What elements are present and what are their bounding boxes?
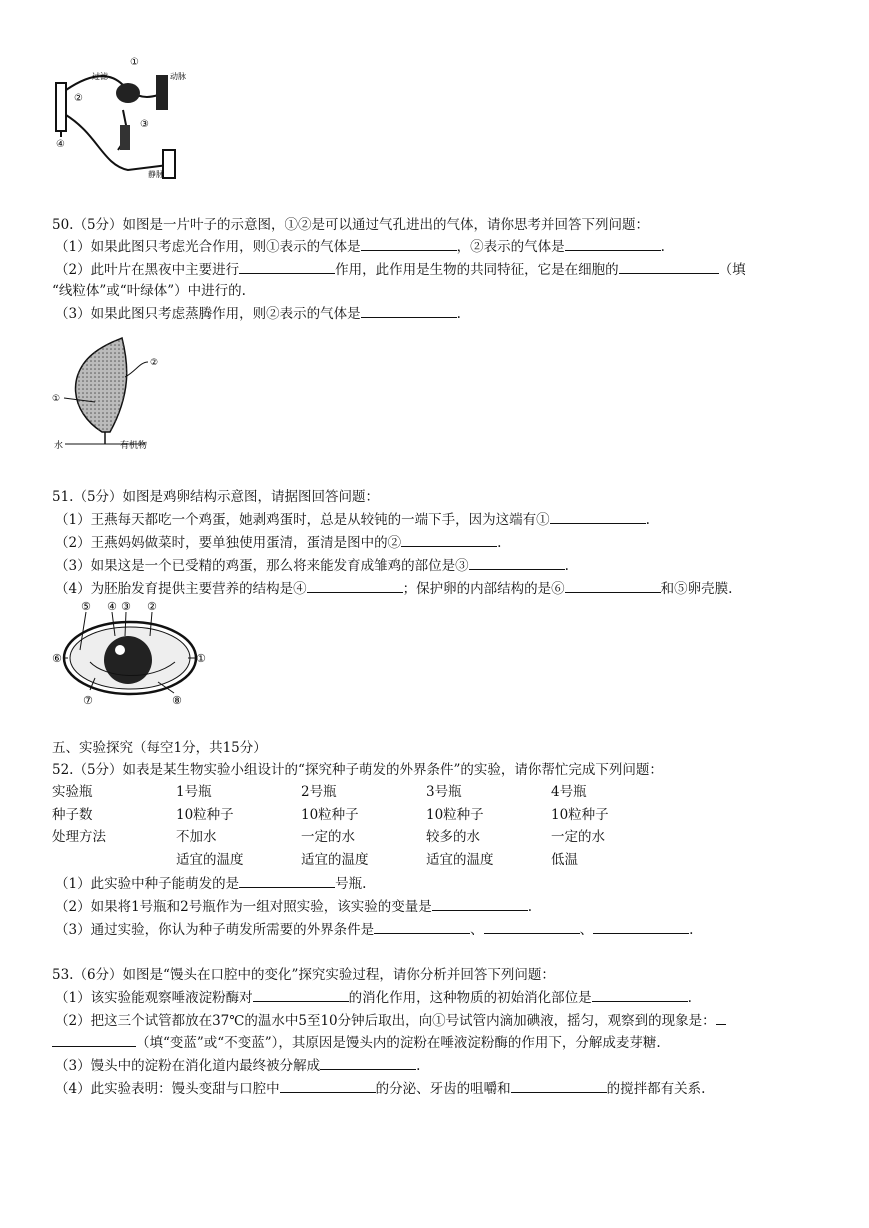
table-cell: 种子数	[52, 807, 93, 823]
table-cell: 1号瓶	[176, 784, 212, 800]
q53-l1-text-b: 的消化作用，这种物质的初始消化部位是	[348, 990, 592, 1006]
answer-blank[interactable]	[716, 1010, 726, 1025]
q51-line2	[55, 532, 501, 553]
q51-line4	[55, 578, 732, 599]
fig-egg-label-3: ③	[121, 600, 131, 613]
q52-l1-text-a: （1）此实验中种子能萌发的是	[55, 876, 240, 892]
q51-l4-text-b: ；保护卵的内部结构的是⑥	[402, 581, 565, 597]
section-heading: 五、实验探究（每空1分，共15分）	[52, 740, 267, 756]
table-cell: 2号瓶	[301, 784, 337, 800]
q53-l5-text-a: （4）此实验表明：馒头变甜与口腔中	[55, 1081, 280, 1097]
table-cell: 适宜的温度	[301, 852, 369, 868]
q53-l4-text-a: （3）馒头中的淀粉在消化道内最终被分解成	[55, 1058, 321, 1074]
q53-l2-text-a: （2）把这三个试管都放在37℃的温水中5至10分钟后取出，向①号试管内滴加碘液，摇匀，观察到的现象是：	[55, 1013, 716, 1029]
answer-blank[interactable]	[239, 873, 335, 888]
answer-blank[interactable]	[401, 532, 497, 547]
table-cell: 适宜的温度	[426, 852, 494, 868]
q53-line3	[52, 1032, 661, 1053]
answer-blank[interactable]	[550, 509, 646, 524]
q53-l4-text-b: .	[416, 1058, 421, 1074]
q53-l5-text-c: 的搅拌都有关系.	[606, 1081, 706, 1097]
q50-l2-text-b: 作用，此作用是生物的共同特征，它是在细胞的	[335, 262, 619, 278]
q50-l2-text-a: （2）此叶片在黑夜中主要进行	[55, 262, 240, 278]
answer-blank[interactable]	[469, 555, 565, 570]
q53-line4	[55, 1055, 420, 1076]
egg-diagram	[50, 598, 210, 713]
q50-l1-text-c: .	[660, 239, 665, 255]
q51-l3-text-b: .	[564, 558, 569, 574]
q53-l5-text-b: 的分泌、牙齿的咀嚼和	[375, 1081, 511, 1097]
kidney-diagram	[48, 55, 198, 190]
q53-l3-text: （填“变蓝”或“不变蓝”），其原因是馒头内的淀粉在唾液淀粉酶的作用下，分解成麦芽糖.	[136, 1035, 661, 1051]
q52-l3-end: .	[689, 922, 694, 938]
q51-line1	[55, 509, 650, 530]
table-cell: 低温	[551, 852, 578, 868]
table-cell: 10粒种子	[426, 807, 484, 823]
answer-blank[interactable]	[432, 896, 528, 911]
q53-title: 53.（6分）如图是“馒头在口腔中的变化”探究实验过程，请你分析并回答下列问题：	[52, 967, 555, 983]
q50-l4-text-b: .	[456, 306, 461, 322]
fig-egg-label-1: ①	[196, 652, 206, 665]
fig-egg-label-5: ⑤	[81, 600, 91, 613]
answer-blank[interactable]	[320, 1055, 416, 1070]
fig-heart-label-1: ①	[130, 57, 139, 68]
answer-blank[interactable]	[619, 259, 719, 274]
q51-l1-text-b: .	[645, 512, 650, 528]
fig-leaf-label-2: ②	[150, 358, 159, 368]
answer-blank[interactable]	[280, 1078, 376, 1093]
q51-l2-text-b: .	[497, 535, 502, 551]
q53-line5	[55, 1078, 705, 1099]
fig-heart-word-vein: 静脉	[148, 170, 164, 179]
q52-l2-text-a: （2）如果将1号瓶和2号瓶作为一组对照实验，该实验的变量是	[55, 899, 432, 915]
q53-line1	[55, 987, 692, 1008]
leaf-diagram	[50, 332, 190, 454]
answer-blank[interactable]	[361, 303, 457, 318]
q50-title: 50.（5分）如图是一片叶子的示意图，①②是可以通过气孔进出的气体，请你思考并回答下列问题：	[52, 217, 650, 233]
fig-egg-label-4: ④	[107, 600, 117, 613]
answer-blank[interactable]	[52, 1032, 136, 1047]
answer-blank[interactable]	[484, 919, 580, 934]
table-cell: 实验瓶	[52, 784, 93, 800]
q51-l4-text-a: （4）为胚胎发育提供主要营养的结构是④	[55, 581, 307, 597]
q53-l1-text-a: （1）该实验能观察唾液淀粉酶对	[55, 990, 253, 1006]
q52-l3-sep: 、	[470, 922, 484, 938]
q50-l1-text-b: ，②表示的气体是	[456, 239, 565, 255]
answer-blank[interactable]	[592, 987, 688, 1002]
table-cell: 10粒种子	[301, 807, 359, 823]
q50-line2	[55, 259, 746, 280]
fig-leaf-water: 水	[54, 441, 64, 451]
answer-blank[interactable]	[361, 236, 457, 251]
q52-title: 52.（5分）如表是某生物实验小组设计的“探究种子萌发的外界条件”的实验，请你帮忙完成下列问题：	[52, 762, 663, 778]
table-cell: 10粒种子	[551, 807, 609, 823]
table-cell: 较多的水	[426, 829, 480, 845]
q50-line3: “线粒体”或“叶绿体”）中进行的.	[52, 283, 246, 299]
q50-l4-text-a: （3）如果此图只考虑蒸腾作用，则②表示的气体是	[55, 306, 361, 322]
table-cell: 10粒种子	[176, 807, 234, 823]
q52-l2-text-b: .	[527, 899, 533, 915]
fig-heart-word-artery: 动脉	[170, 72, 186, 81]
q51-l2-text-a: （2）王燕妈妈做菜时，要单独使用蛋清，蛋清是图中的②	[55, 535, 402, 551]
q53-line2	[55, 1010, 726, 1031]
q52-l1-text-b: 号瓶.	[335, 876, 367, 892]
q52-l3-text-a: （3）通过实验，你认为种子萌发所需要的外界条件是	[55, 922, 375, 938]
fig-leaf-label-1: ①	[52, 394, 61, 404]
q50-l1-text-a: （1）如果此图只考虑光合作用，则①表示的气体是	[55, 239, 361, 255]
q51-l3-text-a: （3）如果这是一个已受精的鸡蛋，那么将来能发育成雏鸡的部位是③	[55, 558, 469, 574]
fig-heart-label-3: ③	[140, 119, 149, 130]
q52-l3-sep: 、	[579, 922, 594, 938]
table-cell: 3号瓶	[426, 784, 462, 800]
q51-l4-text-c: 和⑤卵壳膜.	[660, 581, 733, 597]
q50-line1	[55, 236, 665, 257]
q52-line3	[55, 919, 693, 940]
q51-line3	[55, 555, 569, 576]
answer-blank[interactable]	[593, 919, 689, 934]
q52-line2	[55, 896, 532, 917]
answer-blank[interactable]	[253, 987, 349, 1002]
fig-egg-label-7: ⑦	[83, 694, 93, 707]
table-cell: 一定的水	[551, 829, 605, 845]
q51-l1-text-a: （1）王燕每天都吃一个鸡蛋，她剥鸡蛋时，总是从较钝的一端下手，因为这端有①	[55, 512, 550, 528]
table-cell: 一定的水	[301, 829, 355, 845]
answer-blank[interactable]	[565, 236, 661, 251]
fig-egg-label-6: ⑥	[52, 652, 62, 665]
fig-egg-label-2: ②	[147, 600, 157, 613]
q53-l1-text-c: .	[687, 990, 692, 1006]
answer-blank[interactable]	[511, 1078, 607, 1093]
q50-l2-text-c: （填	[718, 262, 746, 278]
fig-heart-label-2: ②	[74, 93, 83, 104]
answer-blank[interactable]	[565, 578, 661, 593]
table-cell: 不加水	[176, 829, 217, 845]
answer-blank[interactable]	[239, 259, 335, 274]
answer-blank[interactable]	[307, 578, 403, 593]
table-cell: 适宜的温度	[176, 852, 244, 868]
table-cell: 4号瓶	[551, 784, 587, 800]
fig-heart-word-filter: 过滤	[92, 72, 108, 81]
fig-leaf-organic: 有机物	[120, 441, 148, 451]
q50-line4	[55, 303, 461, 324]
fig-egg-label-8: ⑧	[172, 694, 182, 707]
q52-line1	[55, 873, 366, 894]
q51-title: 51.（5分）如图是鸡卵结构示意图，请据图回答问题：	[52, 489, 380, 505]
table-cell: 处理方法	[52, 829, 106, 845]
fig-heart-label-4: ④	[56, 139, 65, 150]
answer-blank[interactable]	[374, 919, 470, 934]
